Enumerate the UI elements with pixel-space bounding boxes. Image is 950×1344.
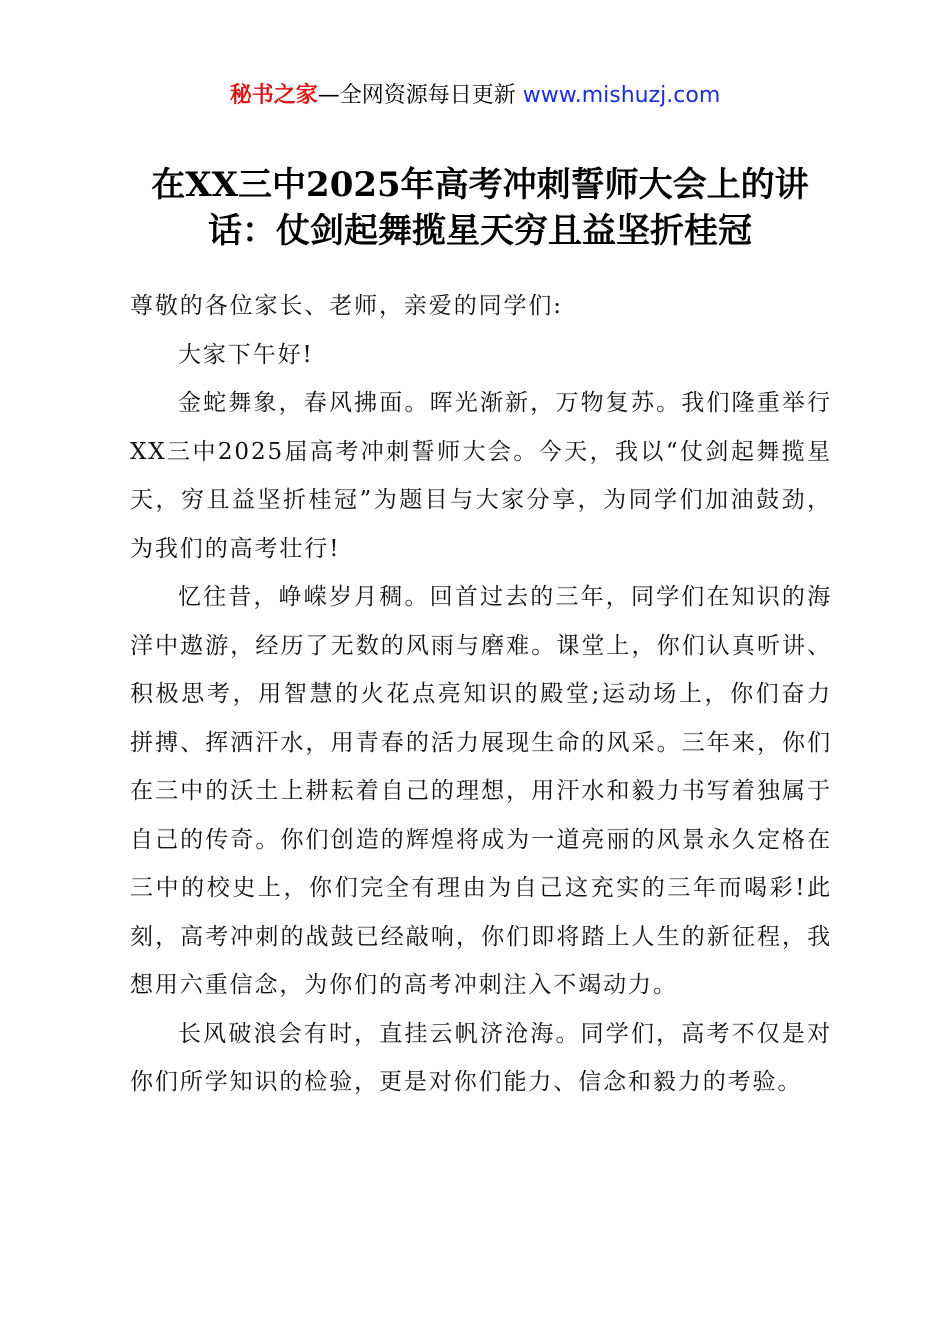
paragraph-greeting: 大家下午好! bbox=[178, 341, 314, 368]
header-slogan: —全网资源每日更新 bbox=[317, 83, 516, 108]
document-body bbox=[130, 282, 832, 1107]
paragraph-opening: 金蛇舞象，春风拂面。晖光渐新，万物复苏。我们隆重举行XX三中2025届高考冲刺誓师大会。今天，我以“仗剑起舞揽星天，穷且益坚折桂冠”为题目与大家分享，为同学们加油鼓劲，为我们的高考壮行! bbox=[130, 390, 832, 562]
salutation: 尊敬的各位家长、老师，亲爱的同学们: bbox=[130, 293, 563, 319]
brand-name: 秘书之家 bbox=[229, 83, 318, 108]
document-title: 在XX三中2025年高考冲刺誓师大会上的讲话：仗剑起舞揽星天穷且益坚折桂冠 bbox=[151, 165, 809, 251]
watermark-header bbox=[0, 80, 950, 112]
paragraph-recollection: 忆往昔，峥嵘岁月稠。回首过去的三年，同学们在知识的海洋中遨游，经历了无数的风雨与磨难。课堂上，你们认真听讲、积极思考，用智慧的火花点亮知识的殿堂;运动场上，你们奋力拼搏、挥洒汗水，用青春的活力展现生命的风采。三年来，你们在三中的沃土上耕耘着自己的理想，用汗水和毅力书写着独属于自己的传奇。你们创造的辉煌将成为一道亮丽的风景永久定格在三中的校史上，你们完全有理由为自己这充实的三年而喝彩!此刻，高考冲刺的战鼓已经敲响，你们即将踏上人生的新征程，我想用六重信念，为你们的高考冲刺注入不竭动力。 bbox=[130, 584, 832, 998]
paragraph-encouragement: 长风破浪会有时，直挂云帆济沧海。同学们，高考不仅是对你们所学知识的检验，更是对你们能力、信念和毅力的考验。 bbox=[130, 1020, 832, 1095]
site-url-link[interactable]: www.mishuzj.com bbox=[522, 83, 721, 108]
